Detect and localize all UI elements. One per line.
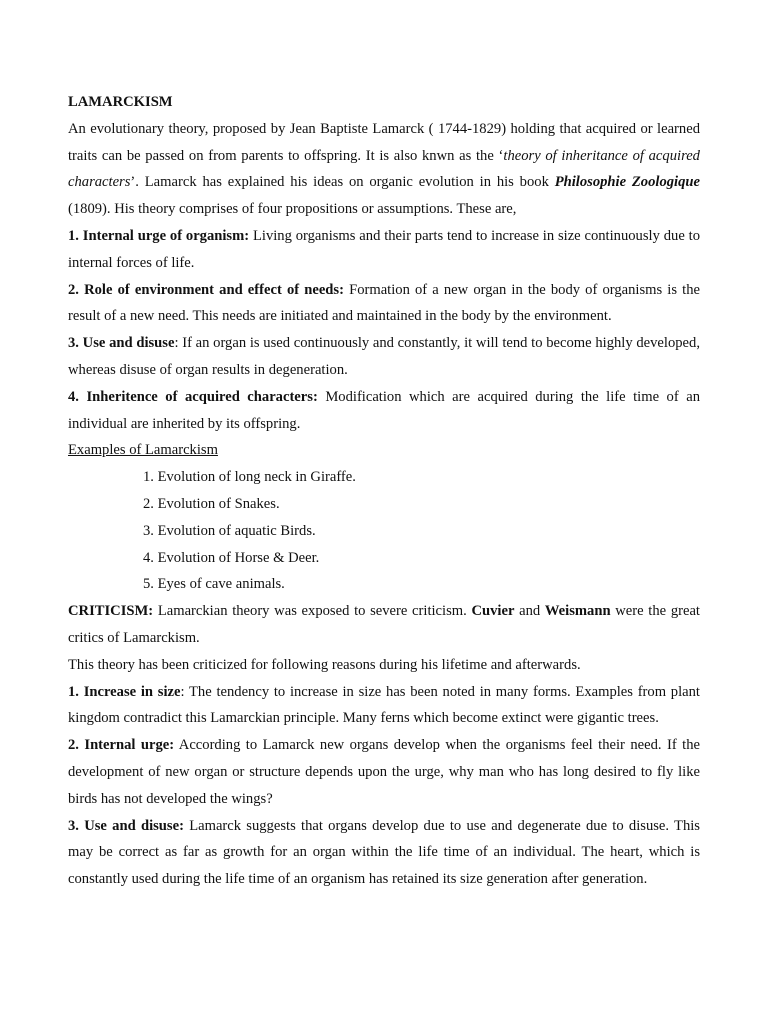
list-item: 2. Evolution of Snakes. [143,495,280,512]
proposition-2 [68,277,700,331]
list-item: 3. Evolution of aquatic Birds. [143,522,316,539]
proposition-heading: 3. Use and disuse [68,335,175,352]
critic-name-weismann: Weismann [544,603,611,620]
reason-heading: 3. Use and disuse: [68,817,184,834]
criticism-heading: CRITICISM: [68,603,154,620]
book-title: Philosophie Zoologique [554,174,700,191]
intro-paragraph [68,116,700,223]
list-item: 1. Evolution of long neck in Giraffe. [143,469,356,486]
proposition-text: Formation of a new organ in the body of organisms is the result of a new need. This needs are initiated and maintained in the body by the environment. [68,281,700,325]
reason-text: : The tendency to increase in size has been noted in many forms. Examples from plant kingdom contradict this Lamarckian principle. Many ferns which become extinct were gigantic trees. [68,683,700,727]
proposition-heading: 2. Role of environment and effect of needs: [68,281,344,298]
list-item: 5. Eyes of cave animals. [143,576,285,593]
italic-term: theory of inheritance of acquired characters [68,147,700,191]
reason-3 [68,813,700,893]
reason-heading: 2. Internal urge: [68,737,175,754]
proposition-heading: 4. Inheritence of acquired characters: [68,388,318,405]
examples-heading: Examples of Lamarckism [68,442,218,459]
reasons-intro: This theory has been criticized for following reasons during his lifetime and afterwards. [68,656,581,673]
proposition-3 [68,330,700,384]
reason-text: Lamarck suggests that organs develop due to use and degenerate due to disuse. This may be correct as far as growth for an organ within the life time of an individual. The heart, which is constantly used during the life time of an organism has retained its size generation after generation. [68,817,700,888]
criticism-paragraph [68,598,700,652]
intro-text-1: An evolutionary theory, proposed by Jean Baptiste Lamarck ( 1744-1829) holding that acquired or learned traits can be passed on from parents to offspring. It is also knwn as the ‘ [68,120,700,164]
proposition-text: Living organisms and their parts tend to increase in size continuously due to internal forces of life. [68,227,700,271]
document-title: LAMARCKISM [68,94,173,110]
proposition-text: : If an organ is used continuously and constantly, it will tend to become highly developed, whereas disuse of organ results in degeneration. [68,335,700,378]
proposition-text: Modification which are acquired during the life time of an individual are inherited by its offspring. [68,388,700,432]
document-page [68,89,700,893]
intro-text-3: (1809). His theory comprises of four propositions or assumptions. These are, [68,201,517,218]
reason-1 [68,679,700,733]
reason-2 [68,732,700,812]
criticism-text-2: and [514,603,545,620]
reason-text: According to Lamarck new organs develop when the organisms feel their need. If the development of new organ or structure depends upon the urge, why man who has long desired to fly like birds has not developed the wings? [68,737,700,807]
list-item: 4. Evolution of Horse & Deer. [143,549,320,566]
critic-name-cuvier: Cuvier [471,603,515,620]
examples-list [68,464,700,598]
intro-text-2: ’. Lamarck has explained his ideas on organic evolution in his book [130,174,555,191]
criticism-text-1: Lamarckian theory was exposed to severe criticism. [153,603,472,620]
proposition-4 [68,384,700,438]
reason-heading: 1. Increase in size [68,683,181,700]
criticism-text-3: were the great critics of Lamarckism. [68,603,700,646]
proposition-heading: 1. Internal urge of organism: [68,227,250,244]
proposition-1 [68,223,700,277]
